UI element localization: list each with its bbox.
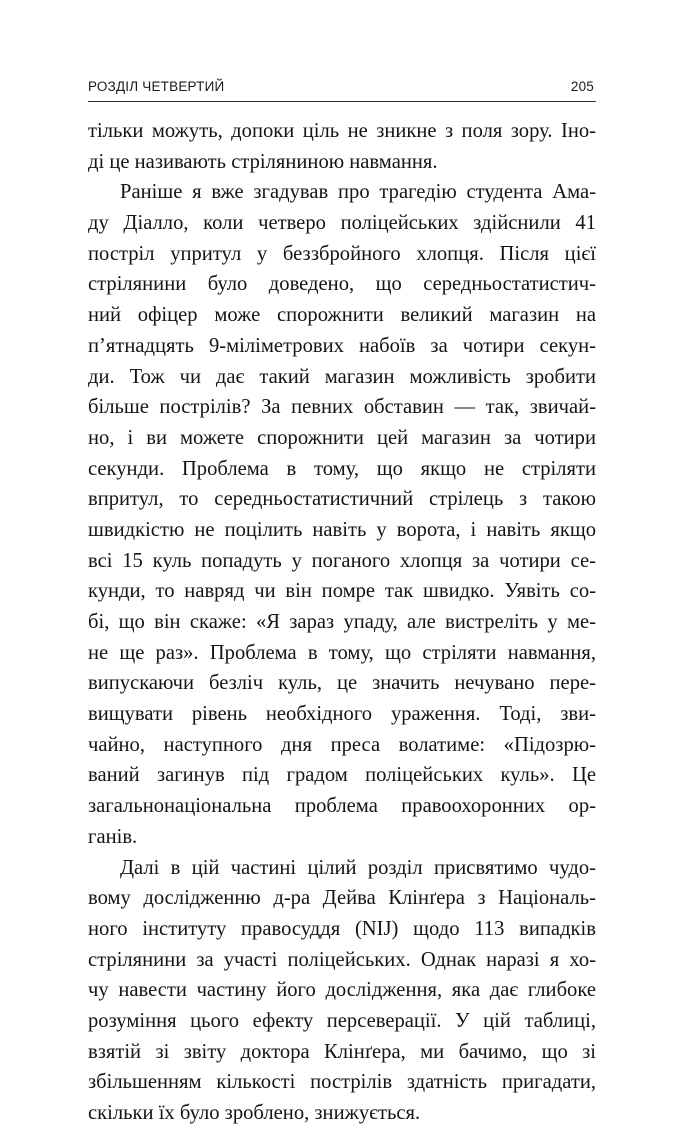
text-line: стрілянини було доведено, що середньостатистич-	[88, 273, 596, 296]
text-line: ди. Тож чи дає такий магазин можливість зробити	[88, 365, 596, 388]
text-line: ді це називають стріляниною навмання.	[88, 150, 438, 173]
text-line: впритул, то середньостатистичний стрілець з такою	[88, 488, 596, 511]
text-line: Далі в цій частині цілий розділ присвятимо чудо-	[120, 856, 596, 879]
text-line: стрілянини за участі поліцейських. Однак наразі я хо-	[88, 948, 596, 971]
text-line: постріл упритул у беззбройного хлопця. Після цієї	[88, 242, 596, 265]
text-line: загальнонаціональна проблема правоохоронних ор-	[88, 795, 596, 818]
text-line: Раніше я вже згадував про трагедію студента Ама-	[120, 181, 596, 204]
chapter-title: РОЗДІЛ ЧЕТВЕРТИЙ	[88, 79, 225, 94]
text-line: збільшенням кількості пострілів здатність пригадати,	[88, 1071, 596, 1094]
text-line: ду Діалло, коли четверо поліцейських здійснили 41	[88, 212, 596, 235]
text-line: секунди. Проблема в тому, що якщо не стріляти	[88, 457, 596, 480]
text-line: кунди, то навряд чи він помре так швидко. Уявіть со-	[88, 580, 596, 603]
text-line: всі 15 куль попадуть у поганого хлопця за чотири се-	[88, 549, 596, 572]
text-line: ний офіцер може спорожнити великий магазин на	[88, 304, 596, 327]
text-line: взятій зі звіту доктора Клінґера, ми бачимо, що зі	[88, 1040, 596, 1063]
text-line: чайно, наступного дня преса волатиме: «Підозрю-	[88, 733, 596, 756]
text-line: бі, що він скаже: «Я зараз упаду, але вистреліть у ме-	[88, 611, 596, 633]
text-line: ного інституту правосуддя (NIJ) щодо 113 випадків	[88, 917, 596, 940]
text-line: більше пострілів? За певних обставин — так, звичай-	[88, 396, 596, 419]
text-line: чу навести частину його дослідження, яка дає глибоке	[88, 979, 596, 1002]
text-line: ганів.	[88, 825, 138, 848]
text-line: п’ятнадцять 9-міліметрових набоїв за чотири секун-	[88, 334, 596, 357]
text-line: тільки можуть, допоки ціль не зникне з поля зору. Іно-	[88, 120, 596, 142]
text-line: не ще раз». Проблема в тому, що стріляти навмання,	[88, 641, 596, 664]
text-line: но, і ви можете спорожнити цей магазин за чотири	[88, 426, 596, 449]
text-line: скільки їх було зроблено, знижується.	[88, 1102, 421, 1124]
paragraph	[88, 853, 596, 1129]
paragraph	[88, 116, 596, 177]
text-line: вому дослідженню д-ра Дейва Клінґера з Національ-	[88, 887, 596, 910]
text-line: вищувати рівень необхідного ураження. Тоді, зви-	[88, 703, 596, 726]
header-rule	[88, 101, 596, 102]
text-line: швидкістю не поцілить навіть у ворота, і навіть якщо	[88, 518, 596, 541]
page-number: 205	[570, 79, 594, 94]
text-line: розуміння цього ефекту персеверації. У цій таблиці,	[88, 1009, 596, 1032]
text-line: ваний загинув під градом поліцейських куль». Це	[88, 764, 596, 787]
paragraph	[88, 177, 596, 852]
body-text	[88, 116, 596, 1129]
running-header	[88, 79, 596, 101]
text-line: випускаючи безліч куль, це значить нечувано пере-	[88, 672, 596, 695]
